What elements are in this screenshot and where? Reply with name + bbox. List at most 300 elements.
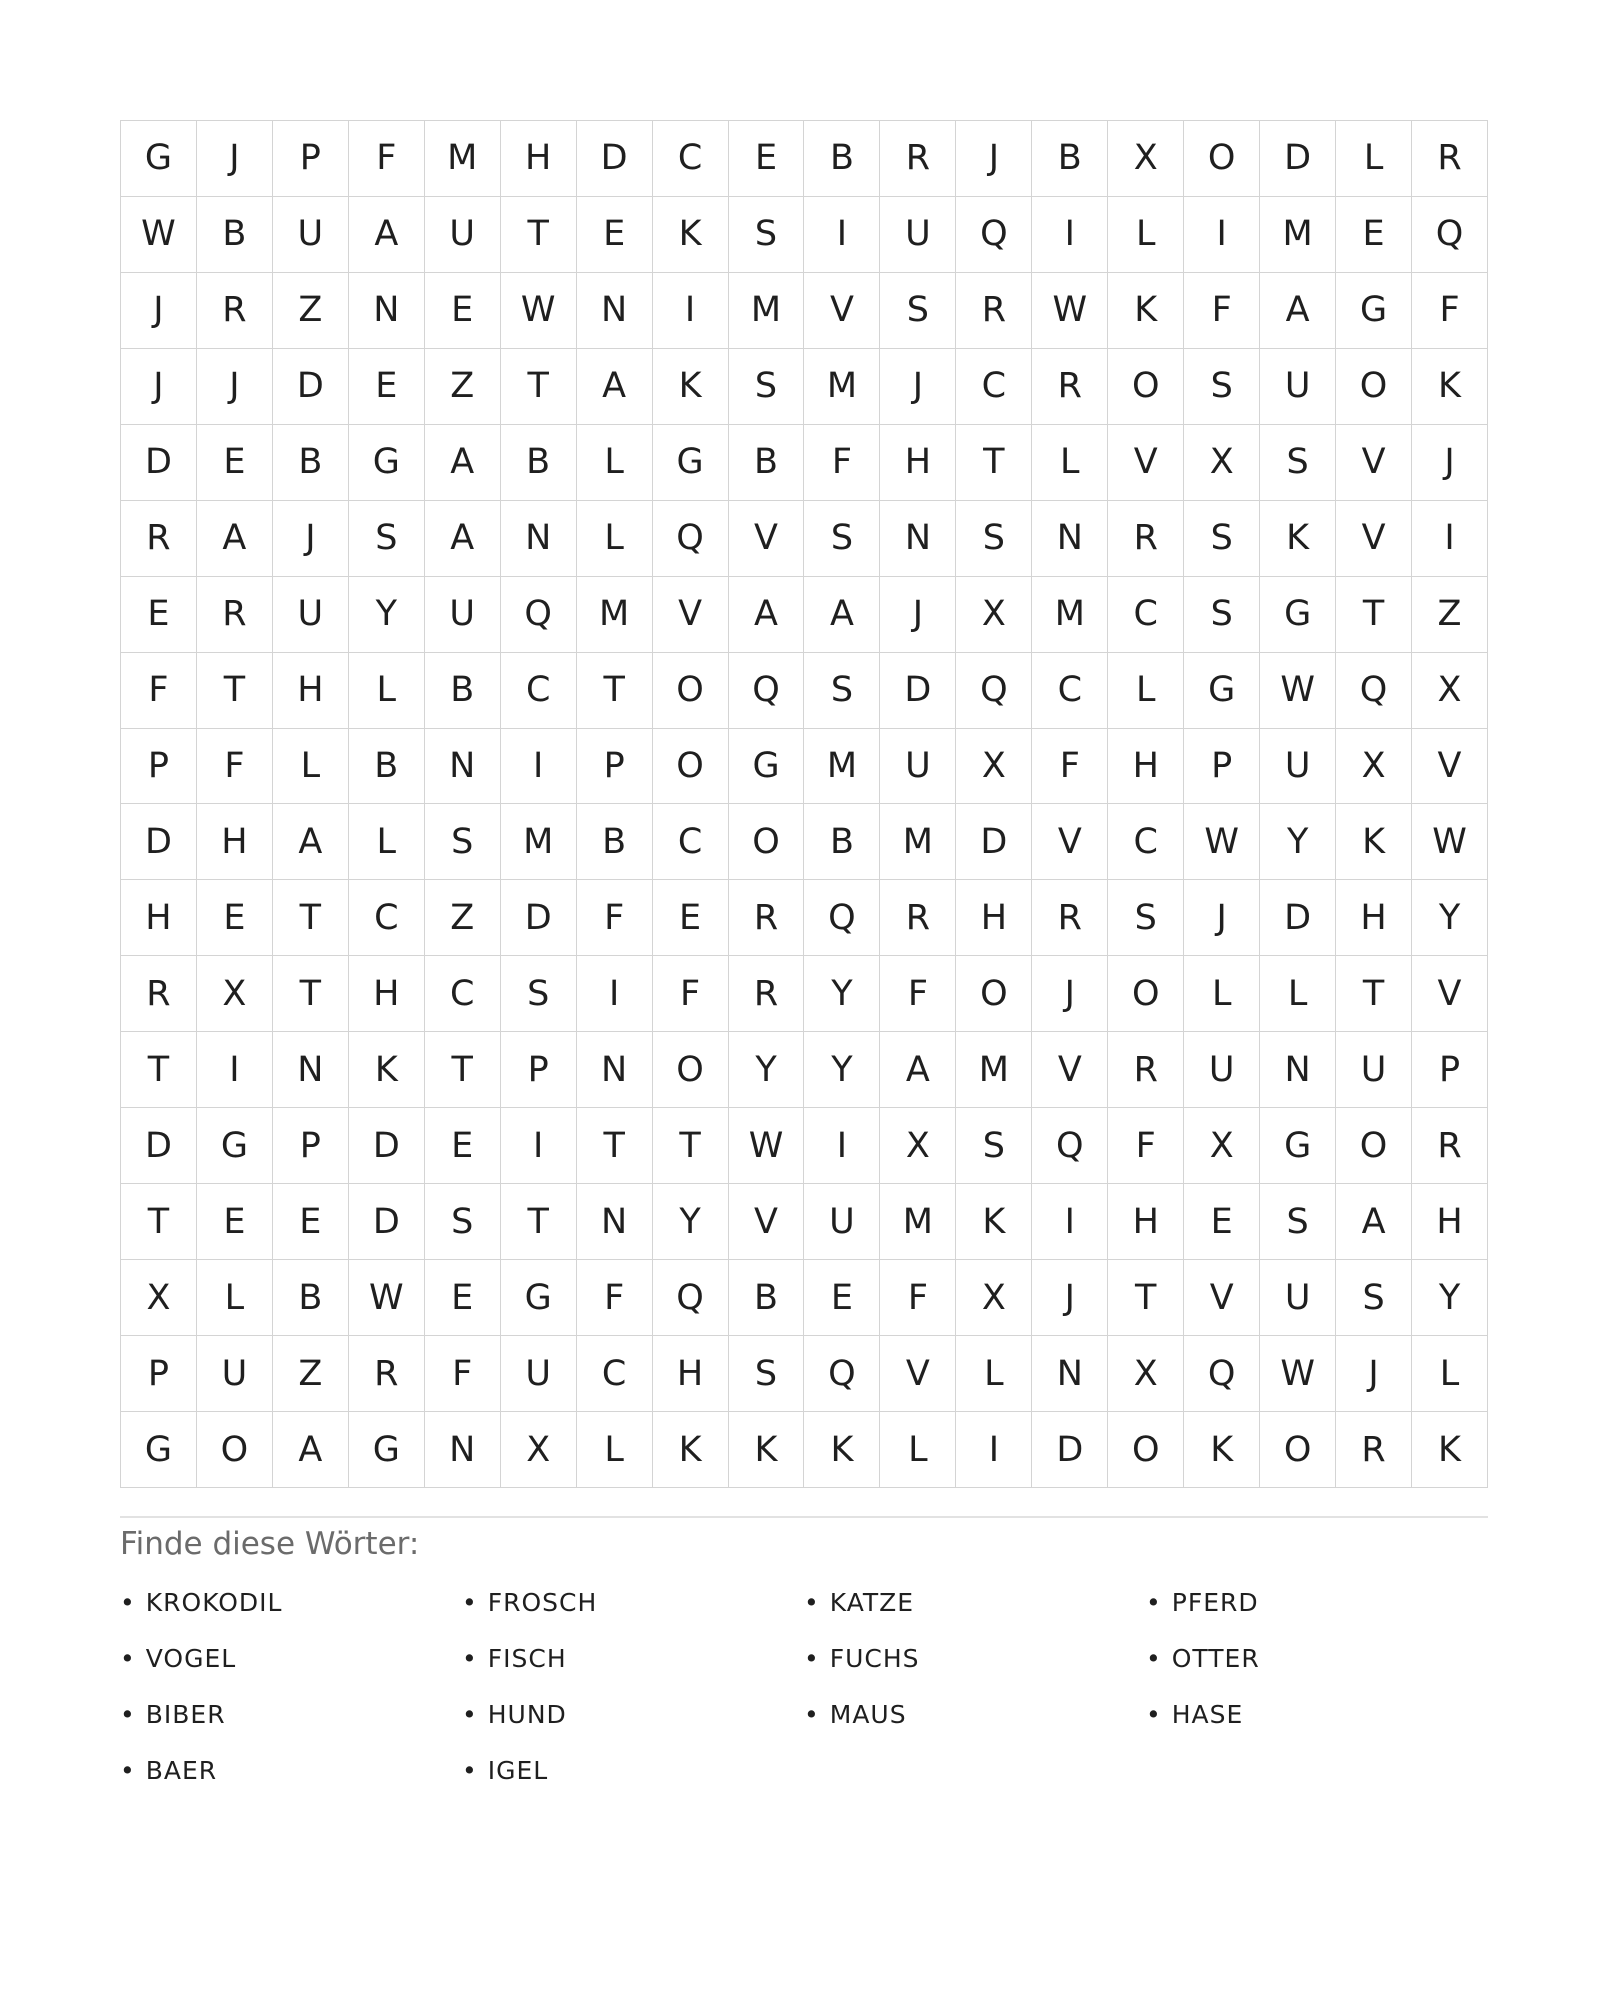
grid-cell[interactable]: I [804, 1108, 880, 1184]
grid-cell[interactable]: D [121, 1108, 197, 1184]
grid-cell[interactable]: P [273, 121, 349, 197]
grid-cell[interactable]: E [729, 121, 805, 197]
grid-cell[interactable]: T [577, 653, 653, 729]
grid-cell[interactable]: R [956, 273, 1032, 349]
grid-cell[interactable]: U [1184, 1032, 1260, 1108]
grid-cell[interactable]: D [121, 425, 197, 501]
grid-cell[interactable]: I [1032, 197, 1108, 273]
grid-cell[interactable]: R [1032, 880, 1108, 956]
grid-cell[interactable]: D [501, 880, 577, 956]
grid-cell[interactable]: Q [956, 653, 1032, 729]
grid-cell[interactable]: N [1032, 501, 1108, 577]
grid-cell[interactable]: E [425, 1108, 501, 1184]
grid-cell[interactable]: P [1412, 1032, 1488, 1108]
grid-cell[interactable]: I [804, 197, 880, 273]
grid-cell[interactable]: M [880, 804, 956, 880]
grid-cell[interactable]: C [501, 653, 577, 729]
grid-cell[interactable]: A [804, 577, 880, 653]
grid-cell[interactable]: J [1032, 956, 1108, 1032]
grid-cell[interactable]: P [1184, 729, 1260, 805]
grid-cell[interactable]: P [121, 1336, 197, 1412]
grid-cell[interactable]: E [197, 425, 273, 501]
grid-cell[interactable]: O [1108, 1412, 1184, 1488]
grid-cell[interactable]: A [273, 804, 349, 880]
grid-cell[interactable]: K [956, 1184, 1032, 1260]
grid-cell[interactable]: L [1184, 956, 1260, 1032]
grid-cell[interactable]: E [197, 880, 273, 956]
grid-cell[interactable]: N [880, 501, 956, 577]
grid-cell[interactable]: K [653, 349, 729, 425]
grid-cell[interactable]: X [1108, 1336, 1184, 1412]
grid-cell[interactable]: G [501, 1260, 577, 1336]
grid-cell[interactable]: Y [804, 1032, 880, 1108]
grid-cell[interactable]: L [1108, 197, 1184, 273]
grid-cell[interactable]: V [1184, 1260, 1260, 1336]
grid-cell[interactable]: V [1412, 956, 1488, 1032]
grid-cell[interactable]: W [1184, 804, 1260, 880]
grid-cell[interactable]: X [956, 1260, 1032, 1336]
grid-cell[interactable]: Q [804, 880, 880, 956]
grid-cell[interactable]: O [1108, 956, 1184, 1032]
grid-cell[interactable]: O [1108, 349, 1184, 425]
grid-cell[interactable]: O [197, 1412, 273, 1488]
grid-cell[interactable]: M [804, 729, 880, 805]
grid-cell[interactable]: Q [956, 197, 1032, 273]
grid-cell[interactable]: X [956, 729, 1032, 805]
grid-cell[interactable]: W [121, 197, 197, 273]
grid-cell[interactable]: U [273, 577, 349, 653]
grid-cell[interactable]: W [1032, 273, 1108, 349]
grid-cell[interactable]: T [956, 425, 1032, 501]
grid-cell[interactable]: O [653, 653, 729, 729]
grid-cell[interactable]: M [1032, 577, 1108, 653]
grid-cell[interactable]: S [956, 501, 1032, 577]
grid-cell[interactable]: H [1336, 880, 1412, 956]
grid-cell[interactable]: N [577, 273, 653, 349]
grid-cell[interactable]: H [121, 880, 197, 956]
grid-cell[interactable]: M [425, 121, 501, 197]
grid-cell[interactable]: F [880, 956, 956, 1032]
grid-cell[interactable]: J [273, 501, 349, 577]
grid-cell[interactable]: V [653, 577, 729, 653]
grid-cell[interactable]: H [1108, 729, 1184, 805]
grid-cell[interactable]: S [349, 501, 425, 577]
grid-cell[interactable]: U [1260, 349, 1336, 425]
grid-cell[interactable]: Y [653, 1184, 729, 1260]
grid-cell[interactable]: Q [501, 577, 577, 653]
grid-cell[interactable]: B [425, 653, 501, 729]
grid-cell[interactable]: I [1032, 1184, 1108, 1260]
grid-cell[interactable]: K [653, 1412, 729, 1488]
grid-cell[interactable]: T [501, 1184, 577, 1260]
grid-cell[interactable]: G [1260, 1108, 1336, 1184]
grid-cell[interactable]: A [425, 501, 501, 577]
grid-cell[interactable]: J [121, 273, 197, 349]
grid-cell[interactable]: G [1336, 273, 1412, 349]
grid-cell[interactable]: T [1336, 577, 1412, 653]
grid-cell[interactable]: T [121, 1184, 197, 1260]
grid-cell[interactable]: D [349, 1108, 425, 1184]
grid-cell[interactable]: S [1184, 501, 1260, 577]
grid-cell[interactable]: P [577, 729, 653, 805]
grid-cell[interactable]: F [425, 1336, 501, 1412]
grid-cell[interactable]: Y [1260, 804, 1336, 880]
grid-cell[interactable]: O [1260, 1412, 1336, 1488]
grid-cell[interactable]: T [577, 1108, 653, 1184]
grid-cell[interactable]: I [1184, 197, 1260, 273]
grid-cell[interactable]: V [729, 501, 805, 577]
grid-cell[interactable]: U [425, 197, 501, 273]
grid-cell[interactable]: I [501, 729, 577, 805]
grid-cell[interactable]: Q [653, 1260, 729, 1336]
grid-cell[interactable]: J [880, 577, 956, 653]
grid-cell[interactable]: K [1412, 1412, 1488, 1488]
grid-cell[interactable]: V [880, 1336, 956, 1412]
grid-cell[interactable]: B [1032, 121, 1108, 197]
grid-cell[interactable]: M [729, 273, 805, 349]
grid-cell[interactable]: L [577, 425, 653, 501]
grid-cell[interactable]: V [804, 273, 880, 349]
grid-cell[interactable]: Z [273, 1336, 349, 1412]
grid-cell[interactable]: R [1108, 501, 1184, 577]
grid-cell[interactable]: X [956, 577, 1032, 653]
grid-cell[interactable]: K [804, 1412, 880, 1488]
grid-cell[interactable]: X [1336, 729, 1412, 805]
grid-cell[interactable]: W [501, 273, 577, 349]
grid-cell[interactable]: Z [425, 349, 501, 425]
grid-cell[interactable]: A [577, 349, 653, 425]
grid-cell[interactable]: F [197, 729, 273, 805]
grid-cell[interactable]: B [729, 1260, 805, 1336]
grid-cell[interactable]: R [1412, 1108, 1488, 1184]
grid-cell[interactable]: X [121, 1260, 197, 1336]
grid-cell[interactable]: I [956, 1412, 1032, 1488]
grid-cell[interactable]: X [880, 1108, 956, 1184]
grid-cell[interactable]: X [501, 1412, 577, 1488]
grid-cell[interactable]: G [349, 1412, 425, 1488]
grid-cell[interactable]: T [425, 1032, 501, 1108]
grid-cell[interactable]: I [1412, 501, 1488, 577]
grid-cell[interactable]: I [577, 956, 653, 1032]
grid-cell[interactable]: A [1336, 1184, 1412, 1260]
grid-cell[interactable]: A [197, 501, 273, 577]
grid-cell[interactable]: F [577, 880, 653, 956]
grid-cell[interactable]: W [729, 1108, 805, 1184]
grid-cell[interactable]: R [880, 880, 956, 956]
grid-cell[interactable]: L [577, 501, 653, 577]
grid-cell[interactable]: T [1108, 1260, 1184, 1336]
grid-cell[interactable]: J [956, 121, 1032, 197]
grid-cell[interactable]: S [1184, 349, 1260, 425]
grid-cell[interactable]: S [880, 273, 956, 349]
grid-cell[interactable]: L [1336, 121, 1412, 197]
grid-cell[interactable]: B [273, 425, 349, 501]
grid-cell[interactable]: T [273, 880, 349, 956]
grid-cell[interactable]: H [880, 425, 956, 501]
grid-cell[interactable]: E [1184, 1184, 1260, 1260]
grid-cell[interactable]: B [804, 121, 880, 197]
grid-cell[interactable]: J [1336, 1336, 1412, 1412]
grid-cell[interactable]: U [501, 1336, 577, 1412]
grid-cell[interactable]: N [425, 1412, 501, 1488]
grid-cell[interactable]: Q [804, 1336, 880, 1412]
grid-cell[interactable]: I [501, 1108, 577, 1184]
grid-cell[interactable]: R [197, 273, 273, 349]
grid-cell[interactable]: O [956, 956, 1032, 1032]
grid-cell[interactable]: K [1260, 501, 1336, 577]
grid-cell[interactable]: B [197, 197, 273, 273]
grid-cell[interactable]: Q [1184, 1336, 1260, 1412]
grid-cell[interactable]: C [956, 349, 1032, 425]
grid-cell[interactable]: L [273, 729, 349, 805]
grid-cell[interactable]: G [1260, 577, 1336, 653]
grid-cell[interactable]: S [729, 197, 805, 273]
grid-cell[interactable]: F [653, 956, 729, 1032]
grid-cell[interactable]: D [1260, 880, 1336, 956]
grid-cell[interactable]: S [425, 1184, 501, 1260]
grid-cell[interactable]: V [729, 1184, 805, 1260]
grid-cell[interactable]: Y [1412, 1260, 1488, 1336]
grid-cell[interactable]: S [804, 653, 880, 729]
grid-cell[interactable]: N [273, 1032, 349, 1108]
grid-cell[interactable]: K [1336, 804, 1412, 880]
grid-cell[interactable]: M [956, 1032, 1032, 1108]
grid-cell[interactable]: J [1184, 880, 1260, 956]
grid-cell[interactable]: E [804, 1260, 880, 1336]
grid-cell[interactable]: F [880, 1260, 956, 1336]
grid-cell[interactable]: S [425, 804, 501, 880]
grid-cell[interactable]: R [121, 956, 197, 1032]
grid-cell[interactable]: N [577, 1184, 653, 1260]
grid-cell[interactable]: R [121, 501, 197, 577]
grid-cell[interactable]: S [729, 349, 805, 425]
grid-cell[interactable]: N [349, 273, 425, 349]
grid-cell[interactable]: Z [425, 880, 501, 956]
grid-cell[interactable]: X [1108, 121, 1184, 197]
grid-cell[interactable]: E [577, 197, 653, 273]
grid-cell[interactable]: T [501, 349, 577, 425]
grid-cell[interactable]: N [501, 501, 577, 577]
grid-cell[interactable]: V [1336, 425, 1412, 501]
grid-cell[interactable]: D [273, 349, 349, 425]
grid-cell[interactable]: I [197, 1032, 273, 1108]
grid-cell[interactable]: W [1412, 804, 1488, 880]
grid-cell[interactable]: Y [1412, 880, 1488, 956]
grid-cell[interactable]: S [1260, 1184, 1336, 1260]
grid-cell[interactable]: G [121, 121, 197, 197]
grid-cell[interactable]: U [273, 197, 349, 273]
grid-cell[interactable]: Q [729, 653, 805, 729]
grid-cell[interactable]: G [197, 1108, 273, 1184]
grid-cell[interactable]: D [1032, 1412, 1108, 1488]
grid-cell[interactable]: E [653, 880, 729, 956]
grid-cell[interactable]: A [729, 577, 805, 653]
grid-cell[interactable]: V [1032, 1032, 1108, 1108]
grid-cell[interactable]: J [197, 121, 273, 197]
grid-cell[interactable]: L [956, 1336, 1032, 1412]
grid-cell[interactable]: R [880, 121, 956, 197]
grid-cell[interactable]: W [349, 1260, 425, 1336]
grid-cell[interactable]: C [653, 804, 729, 880]
grid-cell[interactable]: P [501, 1032, 577, 1108]
grid-cell[interactable]: T [121, 1032, 197, 1108]
grid-cell[interactable]: P [121, 729, 197, 805]
grid-cell[interactable]: A [1260, 273, 1336, 349]
grid-cell[interactable]: R [729, 880, 805, 956]
grid-cell[interactable]: E [425, 273, 501, 349]
grid-cell[interactable]: F [1412, 273, 1488, 349]
grid-cell[interactable]: C [577, 1336, 653, 1412]
grid-cell[interactable]: D [880, 653, 956, 729]
grid-cell[interactable]: G [121, 1412, 197, 1488]
grid-cell[interactable]: Q [1032, 1108, 1108, 1184]
grid-cell[interactable]: U [1260, 729, 1336, 805]
grid-cell[interactable]: J [121, 349, 197, 425]
grid-cell[interactable]: H [653, 1336, 729, 1412]
grid-cell[interactable]: R [1336, 1412, 1412, 1488]
grid-cell[interactable]: V [1108, 425, 1184, 501]
grid-cell[interactable]: Q [1336, 653, 1412, 729]
grid-cell[interactable]: S [501, 956, 577, 1032]
grid-cell[interactable]: V [1336, 501, 1412, 577]
grid-cell[interactable]: J [880, 349, 956, 425]
grid-cell[interactable]: Y [729, 1032, 805, 1108]
grid-cell[interactable]: A [349, 197, 425, 273]
grid-cell[interactable]: H [349, 956, 425, 1032]
grid-cell[interactable]: F [121, 653, 197, 729]
grid-cell[interactable]: L [349, 804, 425, 880]
grid-cell[interactable]: C [1108, 804, 1184, 880]
grid-cell[interactable]: S [956, 1108, 1032, 1184]
grid-cell[interactable]: U [1260, 1260, 1336, 1336]
grid-cell[interactable]: U [804, 1184, 880, 1260]
grid-cell[interactable]: M [880, 1184, 956, 1260]
grid-cell[interactable]: U [880, 197, 956, 273]
grid-cell[interactable]: S [1336, 1260, 1412, 1336]
grid-cell[interactable]: U [197, 1336, 273, 1412]
grid-cell[interactable]: J [1032, 1260, 1108, 1336]
grid-cell[interactable]: R [1412, 121, 1488, 197]
grid-cell[interactable]: H [501, 121, 577, 197]
grid-cell[interactable]: X [1412, 653, 1488, 729]
grid-cell[interactable]: N [425, 729, 501, 805]
grid-cell[interactable]: L [1412, 1336, 1488, 1412]
grid-cell[interactable]: X [1184, 1108, 1260, 1184]
grid-cell[interactable]: C [1108, 577, 1184, 653]
grid-cell[interactable]: U [425, 577, 501, 653]
grid-cell[interactable]: O [653, 1032, 729, 1108]
grid-cell[interactable]: H [197, 804, 273, 880]
grid-cell[interactable]: M [804, 349, 880, 425]
grid-cell[interactable]: W [1260, 1336, 1336, 1412]
grid-cell[interactable]: L [880, 1412, 956, 1488]
grid-cell[interactable]: S [804, 501, 880, 577]
grid-cell[interactable]: O [1184, 121, 1260, 197]
grid-cell[interactable]: Q [653, 501, 729, 577]
grid-cell[interactable]: B [577, 804, 653, 880]
grid-cell[interactable]: F [1108, 1108, 1184, 1184]
grid-cell[interactable]: T [197, 653, 273, 729]
grid-cell[interactable]: U [1336, 1032, 1412, 1108]
grid-cell[interactable]: K [729, 1412, 805, 1488]
grid-cell[interactable]: C [653, 121, 729, 197]
grid-cell[interactable]: H [1412, 1184, 1488, 1260]
grid-cell[interactable]: M [501, 804, 577, 880]
grid-cell[interactable]: H [273, 653, 349, 729]
grid-cell[interactable]: L [577, 1412, 653, 1488]
grid-cell[interactable]: B [729, 425, 805, 501]
grid-cell[interactable]: K [1412, 349, 1488, 425]
grid-cell[interactable]: V [1032, 804, 1108, 880]
grid-cell[interactable]: F [1184, 273, 1260, 349]
grid-cell[interactable]: K [349, 1032, 425, 1108]
grid-cell[interactable]: R [197, 577, 273, 653]
grid-cell[interactable]: O [729, 804, 805, 880]
grid-cell[interactable]: F [349, 121, 425, 197]
grid-cell[interactable]: G [729, 729, 805, 805]
grid-cell[interactable]: B [349, 729, 425, 805]
grid-cell[interactable]: J [197, 349, 273, 425]
grid-cell[interactable]: D [577, 121, 653, 197]
grid-cell[interactable]: S [1184, 577, 1260, 653]
grid-cell[interactable]: D [121, 804, 197, 880]
grid-cell[interactable]: E [197, 1184, 273, 1260]
grid-cell[interactable]: B [804, 804, 880, 880]
grid-cell[interactable]: O [1336, 1108, 1412, 1184]
grid-cell[interactable]: Q [1412, 197, 1488, 273]
grid-cell[interactable]: H [956, 880, 1032, 956]
grid-cell[interactable]: N [1260, 1032, 1336, 1108]
grid-cell[interactable]: L [1260, 956, 1336, 1032]
grid-cell[interactable]: R [1108, 1032, 1184, 1108]
grid-cell[interactable]: K [653, 197, 729, 273]
grid-cell[interactable]: M [1260, 197, 1336, 273]
grid-cell[interactable]: D [349, 1184, 425, 1260]
grid-cell[interactable]: V [1412, 729, 1488, 805]
grid-cell[interactable]: L [349, 653, 425, 729]
grid-cell[interactable]: L [1032, 425, 1108, 501]
grid-cell[interactable]: L [1108, 653, 1184, 729]
grid-cell[interactable]: X [197, 956, 273, 1032]
grid-cell[interactable]: Y [349, 577, 425, 653]
grid-cell[interactable]: R [729, 956, 805, 1032]
grid-cell[interactable]: S [1260, 425, 1336, 501]
grid-cell[interactable]: P [273, 1108, 349, 1184]
grid-cell[interactable]: R [1032, 349, 1108, 425]
grid-cell[interactable]: K [1184, 1412, 1260, 1488]
grid-cell[interactable]: W [1260, 653, 1336, 729]
grid-cell[interactable]: J [1412, 425, 1488, 501]
grid-cell[interactable]: E [1336, 197, 1412, 273]
grid-cell[interactable]: N [577, 1032, 653, 1108]
grid-cell[interactable]: K [1108, 273, 1184, 349]
grid-cell[interactable]: O [1336, 349, 1412, 425]
grid-cell[interactable]: M [577, 577, 653, 653]
grid-cell[interactable]: R [349, 1336, 425, 1412]
grid-cell[interactable]: C [1032, 653, 1108, 729]
grid-cell[interactable]: U [880, 729, 956, 805]
grid-cell[interactable]: E [425, 1260, 501, 1336]
grid-cell[interactable]: B [273, 1260, 349, 1336]
grid-cell[interactable]: A [273, 1412, 349, 1488]
grid-cell[interactable]: F [1032, 729, 1108, 805]
grid-cell[interactable]: O [653, 729, 729, 805]
grid-cell[interactable]: X [1184, 425, 1260, 501]
grid-cell[interactable]: T [273, 956, 349, 1032]
grid-cell[interactable]: C [349, 880, 425, 956]
grid-cell[interactable]: T [1336, 956, 1412, 1032]
grid-cell[interactable]: Z [1412, 577, 1488, 653]
